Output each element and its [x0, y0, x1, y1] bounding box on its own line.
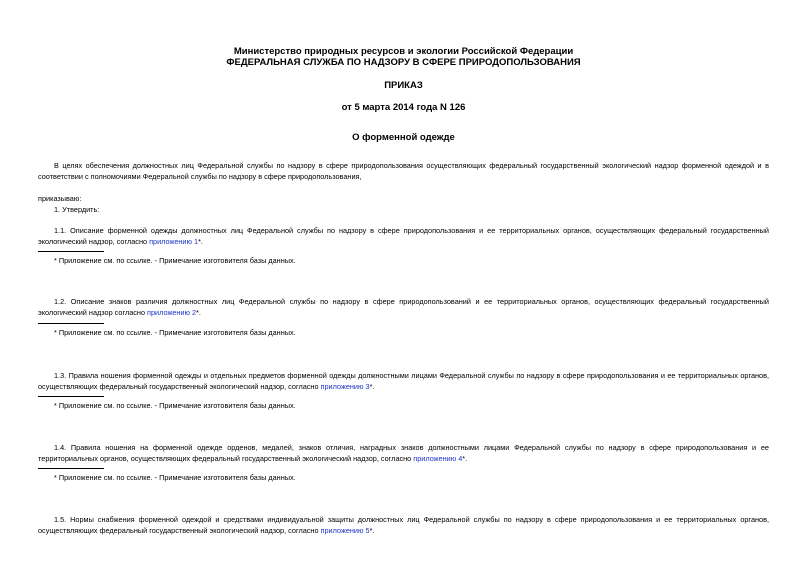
item-suffix: *.	[462, 454, 468, 463]
item-paragraph-3	[38, 370, 769, 392]
page-title: О форменной одежде	[352, 132, 455, 143]
service-title: ФЕДЕРАЛЬНАЯ СЛУЖБА ПО НАДЗОРУ В СФЕРЕ ПРИРОДОПОЛЬЗОВАНИЯ	[226, 57, 581, 68]
item-text: 1.2. Описание знаков различия должностных лиц Федеральной службы по надзору в сфере природопользований и ее территориальных органов, осуществляющих федеральный государственный экологический надзор согласно	[38, 297, 769, 317]
appendix-4-link[interactable]: приложению 4	[413, 454, 463, 463]
date-number: от 5 марта 2014 года N 126	[341, 102, 466, 113]
footnote-1: * Приложение см. по ссылке. - Примечание изготовителя базы данных.	[54, 256, 296, 265]
appendix-5-link[interactable]: приложению 5	[320, 526, 370, 535]
item-paragraph-5	[38, 514, 769, 536]
appendix-2-link[interactable]: приложению 2	[147, 308, 197, 317]
appendix-1-link[interactable]: приложению 1	[149, 237, 199, 246]
item-text: 1.3. Правила ношения форменной одежды и отдельных предметов форменной одежды должностными лицами Федеральной службы по надзору в сфере природопользования и ее территориальных органов, осуществляющих федеральный государственный экологический надзор, согласно	[38, 371, 769, 391]
footnote-divider	[38, 468, 104, 469]
footnote-2: * Приложение см. по ссылке. - Примечание изготовителя базы данных.	[54, 328, 296, 337]
item-suffix: *.	[196, 308, 201, 317]
item-text: 1.5. Нормы снабжения форменной одеждой и средствами индивидуальной защиты должностных лиц Федеральной службы по надзору в сфере природопользования и ее территориальных органов, осуществляющих федеральный государственный экологический надзор, согласно	[38, 515, 769, 535]
item-suffix: *.	[369, 382, 375, 391]
item-paragraph-4	[38, 442, 769, 464]
item-text: 1.1. Описание форменной одежды должностных лиц Федеральной службы по надзору в сфере природопользования и ее территориальных органов, осуществляющих федеральный государственный экологический надзор, согласно	[38, 226, 769, 246]
order-word: приказываю:	[38, 194, 82, 203]
footnote-3: * Приложение см. по ссылке. - Примечание изготовителя базы данных.	[54, 401, 296, 410]
doc-type: ПРИКАЗ	[384, 80, 423, 91]
footnote-divider	[38, 323, 104, 324]
ministry-title: Министерство природных ресурсов и экологии Российской Федерации	[233, 46, 574, 57]
item-paragraph-1	[38, 225, 769, 247]
appendix-3-link[interactable]: приложению 3	[320, 382, 370, 391]
preamble-paragraph: В целях обеспечения должностных лиц Федеральной службы по надзору в сфере природопользования осуществляющих федеральный государственный экологический надзор форменной одеждой и в соответствии с полномочиями Федеральной службы по надзору в сфере природопользования,	[38, 161, 769, 181]
footnote-divider	[38, 251, 104, 252]
item-suffix: *.	[198, 237, 203, 246]
item-text: 1.4. Правила ношения на форменной одежде орденов, медалей, знаков отличия, наградных знаков должностными лицами Федеральной службы по надзору в сфере природопользования и ее территориальных органов, осуществляющих федеральный государственный экологический надзор, согласно	[38, 443, 769, 463]
footnote-4: * Приложение см. по ссылке. - Примечание изготовителя базы данных.	[54, 473, 296, 482]
approve-line: 1. Утвердить:	[54, 205, 100, 214]
item-suffix: *.	[369, 526, 375, 535]
footnote-divider	[38, 396, 104, 397]
item-paragraph-2	[38, 296, 769, 318]
